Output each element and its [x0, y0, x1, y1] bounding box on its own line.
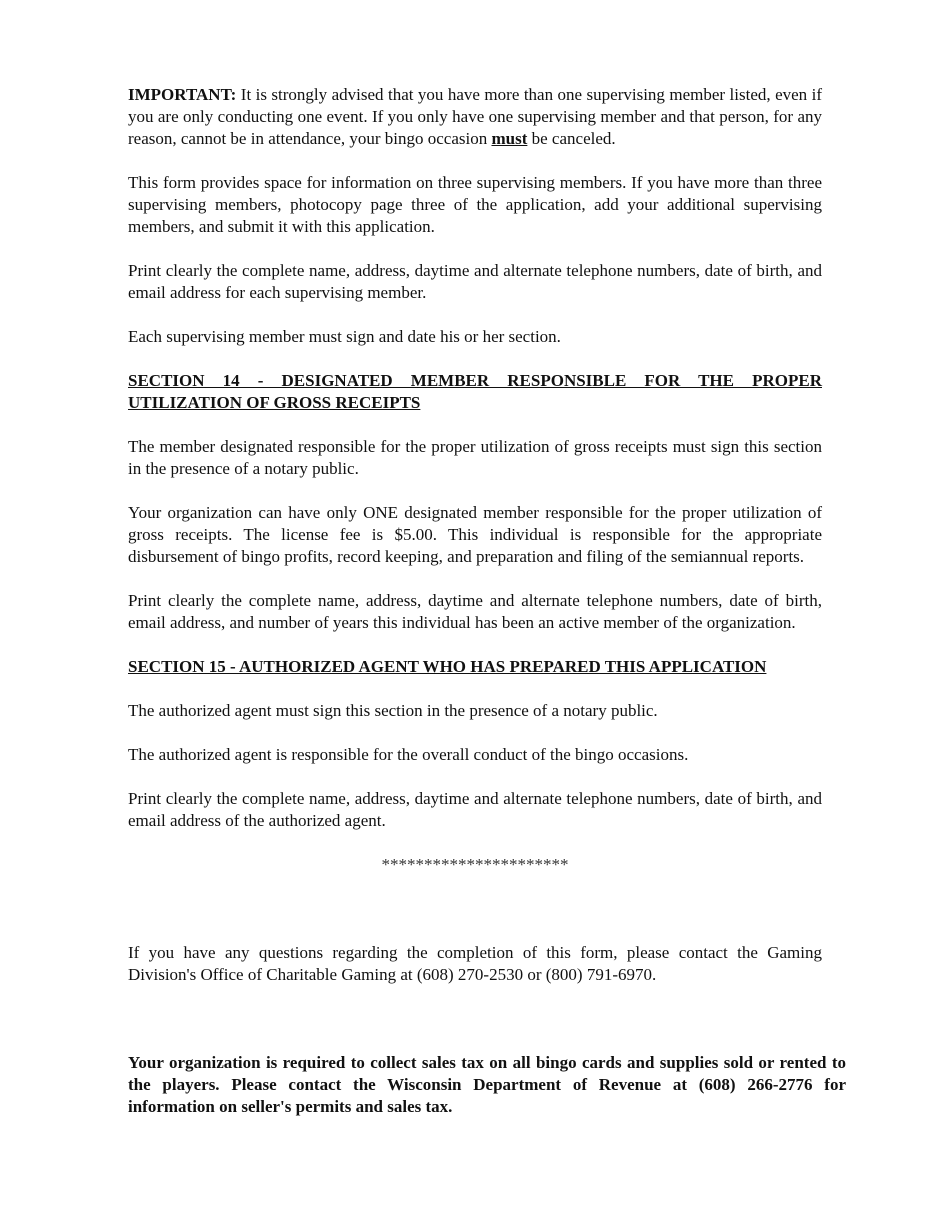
section-14-heading: SECTION 14 - DESIGNATED MEMBER RESPONSIBLE FOR THE PROPER UTILIZATION OF GROSS RECEIPTS: [128, 371, 822, 412]
section-14-print-paragraph: Print clearly the complete name, address, daytime and alternate telephone numbers, date of birth, email address, and number of years this individual has been an active member of the organization.: [128, 591, 822, 632]
section-15-print-paragraph: Print clearly the complete name, address, daytime and alternate telephone numbers, date of birth, and email address of the authorized agent.: [128, 789, 822, 830]
separator-stars: **********************: [381, 855, 569, 874]
supervising-space-paragraph: This form provides space for information on three supervising members. If you have more than three supervising members, photocopy page three of the application, add your additional supervising members, and submit it with this application.: [128, 173, 822, 236]
section-15-heading: SECTION 15 - AUTHORIZED AGENT WHO HAS PREPARED THIS APPLICATION: [128, 657, 767, 676]
important-text-1: It is strongly advised that you have more than one supervising member listed, even if you are only conducting one event. If you only have one supervising member and that person, for any reason, cannot be in attendance, your bingo occasion: [128, 85, 822, 148]
contact-paragraph: If you have any questions regarding the completion of this form, please contact the Gaming Division's Office of Charitable Gaming at (608) 270-2530 or (800) 791-6970.: [128, 943, 822, 984]
section-15-conduct-paragraph: The authorized agent is responsible for the overall conduct of the bingo occasions.: [128, 745, 689, 764]
important-text-2: be canceled.: [527, 129, 616, 148]
section-15-notary-paragraph: The authorized agent must sign this section in the presence of a notary public.: [128, 701, 658, 720]
important-emphasis: must: [491, 129, 528, 148]
section-14-one-member-paragraph: Your organization can have only ONE designated member responsible for the proper utilization of gross receipts. The license fee is $5.00. This individual is responsible for the appropriate disbursement of bingo profits, record keeping, and preparation and filing of the semiannual reports.: [128, 503, 822, 566]
supervising-sign-paragraph: Each supervising member must sign and date his or her section.: [128, 327, 561, 346]
supervising-print-paragraph: Print clearly the complete name, address, daytime and alternate telephone numbers, date of birth, and email address for each supervising member.: [128, 261, 822, 302]
important-lead: IMPORTANT:: [128, 85, 237, 104]
sales-tax-notice: Your organization is required to collect sales tax on all bingo cards and supplies sold or rented to the players. Please contact the Wisconsin Department of Revenue at (608) 266-2776 for information on seller's permits and sales tax.: [128, 1053, 846, 1116]
important-notice: [128, 84, 822, 150]
document-page: [128, 84, 846, 1118]
section-14-notary-paragraph: The member designated responsible for the proper utilization of gross receipts must sign this section in the presence of a notary public.: [128, 437, 822, 478]
